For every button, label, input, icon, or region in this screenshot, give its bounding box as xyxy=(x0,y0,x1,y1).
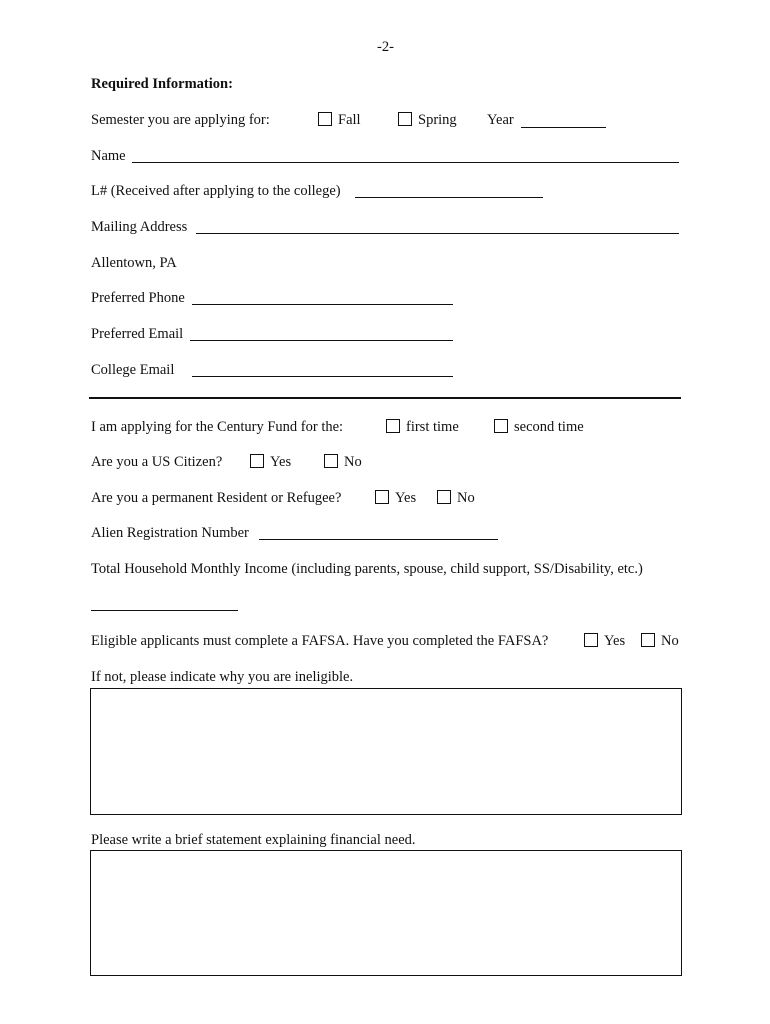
alien-registration-label: Alien Registration Number xyxy=(91,525,249,541)
page-number: -2- xyxy=(377,39,394,55)
college-email-field[interactable] xyxy=(192,376,453,377)
lnumber-field[interactable] xyxy=(355,197,543,198)
year-field[interactable] xyxy=(521,127,606,128)
spring-checkbox[interactable] xyxy=(398,112,412,126)
section-divider xyxy=(89,397,681,399)
first-time-checkbox[interactable] xyxy=(386,419,400,433)
statement-textbox[interactable] xyxy=(90,850,682,976)
fall-label: Fall xyxy=(338,112,361,128)
household-income-field[interactable] xyxy=(91,610,238,611)
first-time-label: first time xyxy=(406,419,459,435)
ineligible-textbox[interactable] xyxy=(90,688,682,815)
second-time-checkbox[interactable] xyxy=(494,419,508,433)
resident-no-label: No xyxy=(457,490,475,506)
second-time-label: second time xyxy=(514,419,584,435)
year-label: Year xyxy=(487,112,514,128)
preferred-phone-field[interactable] xyxy=(192,304,453,305)
us-citizen-no-checkbox[interactable] xyxy=(324,454,338,468)
preferred-email-field[interactable] xyxy=(190,340,453,341)
name-field[interactable] xyxy=(132,162,679,163)
alien-registration-field[interactable] xyxy=(259,539,498,540)
spring-label: Spring xyxy=(418,112,457,128)
lnumber-label: L# (Received after applying to the college) xyxy=(91,183,341,199)
fafsa-yes-label: Yes xyxy=(604,633,626,649)
statement-label: Please write a brief statement explaining financial need. xyxy=(91,832,416,848)
semester-label: Semester you are applying for: xyxy=(91,112,270,128)
preferred-email-label: Preferred Email xyxy=(91,326,184,342)
college-email-label: College Email xyxy=(91,362,175,378)
us-citizen-yes-label: Yes xyxy=(270,454,292,470)
city-state-text: Allentown, PA xyxy=(91,255,177,271)
resident-yes-label: Yes xyxy=(395,490,417,506)
household-income-label: Total Household Monthly Income (including parents, spouse, child support, SS/Disability, etc.) xyxy=(91,561,643,577)
us-citizen-label: Are you a US Citizen? xyxy=(91,454,223,470)
name-label: Name xyxy=(91,148,126,164)
ineligible-label: If not, please indicate why you are ineligible. xyxy=(91,669,354,685)
mailing-address-field[interactable] xyxy=(196,233,679,234)
resident-yes-checkbox[interactable] xyxy=(375,490,389,504)
us-citizen-yes-checkbox[interactable] xyxy=(250,454,264,468)
us-citizen-no-label: No xyxy=(344,454,362,470)
preferred-phone-label: Preferred Phone xyxy=(91,290,185,306)
fafsa-no-label: No xyxy=(661,633,679,649)
resident-no-checkbox[interactable] xyxy=(437,490,451,504)
fall-checkbox[interactable] xyxy=(318,112,332,126)
fafsa-label: Eligible applicants must complete a FAFSA. Have you completed the FAFSA? xyxy=(91,633,549,649)
fafsa-yes-checkbox[interactable] xyxy=(584,633,598,647)
century-fund-label: I am applying for the Century Fund for the: xyxy=(91,419,344,435)
resident-label: Are you a permanent Resident or Refugee? xyxy=(91,490,342,506)
mailing-address-label: Mailing Address xyxy=(91,219,188,235)
section-heading: Required Information: xyxy=(91,76,233,92)
fafsa-no-checkbox[interactable] xyxy=(641,633,655,647)
